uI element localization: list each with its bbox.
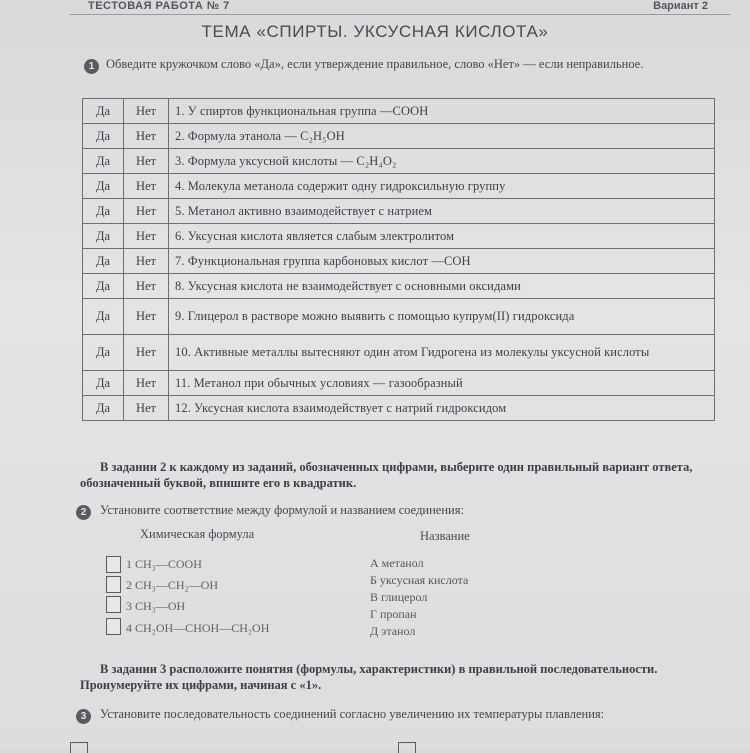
answer-box-1[interactable] (106, 556, 121, 573)
yes-option[interactable]: Да (83, 335, 124, 371)
formula-item-4: 4 CH₂OH—CHOH—CH₂OH (126, 621, 270, 635)
statement-text: 8. Уксусная кислота не взаимодействует с основными оксидами (169, 274, 715, 299)
task3-number-badge: 3 (76, 709, 91, 724)
task1-number-badge: 1 (84, 59, 99, 74)
name-option-c: В глицерол (370, 590, 428, 604)
table-row (83, 371, 715, 396)
name-column-header: Название (420, 529, 470, 543)
yes-option[interactable]: Да (83, 224, 124, 249)
task3-intro: В задании 3 расположите понятия (формулы, характеристики) в правильной последовательности. Пронумеруйте их цифрами, начиная с «1». (80, 662, 658, 692)
formula-item-2: 2 CH₃—CH₂—OH (126, 578, 219, 592)
no-option[interactable]: Нет (124, 335, 169, 371)
statement-text: 6. Уксусная кислота является слабым электролитом (169, 224, 715, 249)
task1-instruction: Обведите кружочком слово «Да», если утверждение правильное, слово «Нет» — если неправильное. (106, 57, 644, 71)
no-option[interactable]: Нет (124, 396, 169, 421)
formula-item-1: 1 CH₃—COOH (126, 557, 202, 571)
topic-title: ТЕМА «СПИРТЫ. УКСУСНАЯ КИСЛОТА» (201, 22, 549, 41)
name-option-d: Г пропан (370, 607, 417, 621)
sequence-box-2[interactable] (398, 742, 416, 753)
table-row (83, 224, 715, 249)
no-option[interactable]: Нет (124, 371, 169, 396)
table-row (83, 299, 715, 335)
table-row (83, 335, 715, 371)
no-option[interactable]: Нет (124, 174, 169, 199)
statement-text: 10. Активные металлы вытесняют один атом Гидрогена из молекулы уксусной кислоты (169, 335, 715, 371)
yes-option[interactable]: Да (83, 371, 124, 396)
yes-option[interactable]: Да (83, 299, 124, 335)
name-option-e: Д этанол (370, 624, 416, 638)
yes-option[interactable]: Да (83, 249, 124, 274)
yes-option[interactable]: Да (83, 396, 124, 421)
task2-intro: В задании 2 к каждому из заданий, обозначенных цифрами, выберите один правильный вариант ответа, обозначенный буквой, впишите его в квадратик. (80, 460, 693, 490)
answer-box-4[interactable] (106, 618, 121, 635)
no-option[interactable]: Нет (124, 224, 169, 249)
statement-text: 3. Формула уксусной кислоты — C₂H₄O₂ (169, 149, 715, 174)
no-option[interactable]: Нет (124, 249, 169, 274)
table-row (83, 274, 715, 299)
variant-label: Вариант 2 (653, 0, 708, 12)
true-false-table (82, 98, 715, 421)
statement-text: 12. Уксусная кислота взаимодействует с натрий гидроксидом (169, 396, 715, 421)
table-row (83, 174, 715, 199)
statement-text: 1. У спиртов функциональная группа —COOH (169, 99, 715, 124)
statement-text: 9. Глицерол в растворе можно выявить с помощью купрум(II) гидроксида (169, 299, 715, 335)
table-row (83, 99, 715, 124)
statement-text: 11. Метанол при обычных условиях — газообразный (169, 371, 715, 396)
sequence-box-1[interactable] (70, 742, 88, 753)
table-row (83, 396, 715, 421)
no-option[interactable]: Нет (124, 149, 169, 174)
formula-column-header: Химическая формула (140, 527, 255, 541)
table-row (83, 124, 715, 149)
no-option[interactable]: Нет (124, 274, 169, 299)
yes-option[interactable]: Да (83, 274, 124, 299)
yes-option[interactable]: Да (83, 149, 124, 174)
no-option[interactable]: Нет (124, 199, 169, 224)
header-bar (88, 0, 720, 14)
name-option-a: А метанол (370, 556, 424, 570)
name-option-b: Б уксусная кислота (370, 573, 469, 587)
task2-instruction: Установите соответствие между формулой и названием соединения: (100, 503, 464, 517)
statement-text: 4. Молекула метанола содержит одну гидроксильную группу (169, 174, 715, 199)
yes-option[interactable]: Да (83, 99, 124, 124)
header-divider (70, 14, 730, 15)
statement-text: 7. Функциональная группа карбоновых кислот —COH (169, 249, 715, 274)
answer-box-2[interactable] (106, 576, 121, 593)
no-option[interactable]: Нет (124, 299, 169, 335)
task2-number-badge: 2 (76, 505, 91, 520)
statement-text: 2. Формула этанола — C₂H₅OH (169, 124, 715, 149)
yes-option[interactable]: Да (83, 174, 124, 199)
yes-option[interactable]: Да (83, 124, 124, 149)
no-option[interactable]: Нет (124, 99, 169, 124)
task3-instruction: Установите последовательность соединений согласно увеличению их температуры плавления: (100, 707, 605, 721)
formula-item-3: 3 CH₃—OH (126, 599, 186, 613)
answer-box-3[interactable] (106, 596, 121, 613)
yes-option[interactable]: Да (83, 199, 124, 224)
table-row (83, 199, 715, 224)
table-row (83, 149, 715, 174)
statement-text: 5. Метанол активно взаимодействует с натрием (169, 199, 715, 224)
table-row (83, 249, 715, 274)
no-option[interactable]: Нет (124, 124, 169, 149)
test-title: ТЕСТОВАЯ РАБОТА № 7 (88, 0, 230, 12)
